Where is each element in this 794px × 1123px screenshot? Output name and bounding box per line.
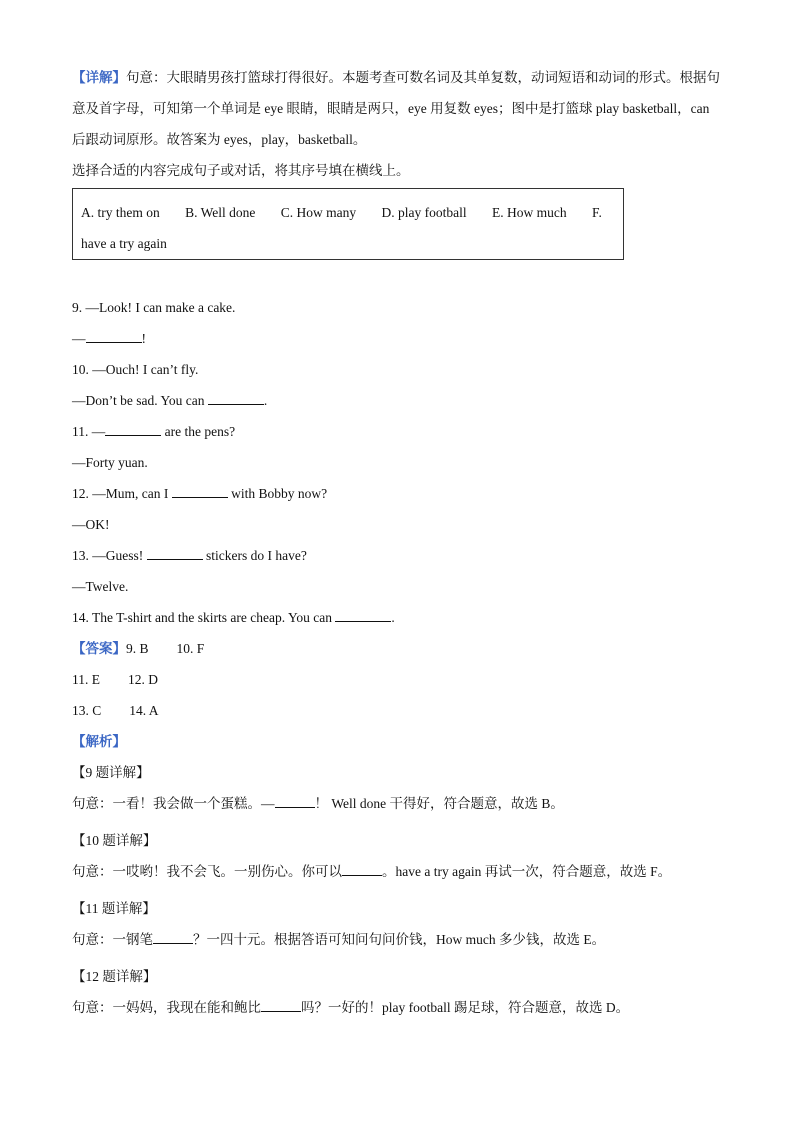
question-line: —Guess! bbox=[92, 548, 144, 563]
option-e: E. How much bbox=[492, 205, 567, 220]
option-a: A. try them on bbox=[81, 205, 160, 220]
answer-blank[interactable] bbox=[86, 330, 142, 343]
detail-9-text bbox=[72, 788, 722, 819]
answer-item: 13. C bbox=[72, 703, 102, 718]
reply-text: —Don’t be sad. You can bbox=[72, 393, 205, 408]
detail-text: ！ Well done 干得好，符合题意，故选 B。 bbox=[314, 796, 564, 811]
option-d: D. play football bbox=[381, 205, 467, 220]
detail-text: 句意：一看！我会做一个蛋糕。— bbox=[72, 796, 275, 811]
answer-blank[interactable] bbox=[147, 547, 203, 560]
detail-10-text bbox=[72, 856, 722, 887]
detail-12-head: 【12 题详解】 bbox=[72, 969, 157, 984]
question-13-reply bbox=[72, 571, 722, 602]
question-9-reply bbox=[72, 323, 722, 354]
detail-10-head: 【10 题详解】 bbox=[72, 833, 157, 848]
question-number: 14. bbox=[72, 610, 89, 625]
answer-row-1 bbox=[72, 633, 722, 664]
question-number: 11. bbox=[72, 424, 89, 439]
question-line: . bbox=[391, 610, 395, 625]
detail-text: 句意：大眼睛男孩打篮球打得很好。本题考查可数名词及其单复数，动词短语和动词的形式。根据句意及首字母，可知第一个单词是 eye 眼睛，眼睛是两只，eye 用复数 eyes；图中是打篮球 play basketball，can 后跟动词原形。故答案为 eyes，play，basketball。 bbox=[72, 70, 720, 147]
detail-text: 句意：一妈妈，我现在能和鲍比 bbox=[72, 1000, 261, 1015]
question-14 bbox=[72, 602, 722, 633]
answer-blank[interactable] bbox=[208, 392, 264, 405]
question-line: —Mum, can I bbox=[92, 486, 169, 501]
answer-row-2 bbox=[72, 664, 722, 695]
answer-blank[interactable] bbox=[172, 485, 228, 498]
detail-blank bbox=[153, 931, 193, 944]
option-c: C. How many bbox=[280, 205, 357, 220]
answer-item: 12. D bbox=[128, 672, 158, 687]
detail-9-head: 【9 题详解】 bbox=[72, 765, 150, 780]
detail-text: 句意：一钢笔 bbox=[72, 932, 153, 947]
question-line: are the pens? bbox=[164, 424, 236, 439]
question-10 bbox=[72, 354, 722, 385]
detail-blank bbox=[275, 795, 315, 808]
question-line: with Bobby now? bbox=[231, 486, 328, 501]
question-9 bbox=[72, 292, 722, 323]
document-page bbox=[72, 62, 722, 1029]
detail-text: 句意：一哎哟！我不会飞。一别伤心。你可以 bbox=[72, 864, 342, 879]
question-12 bbox=[72, 478, 722, 509]
detail-12-text bbox=[72, 992, 722, 1023]
detail-tag: 【详解】 bbox=[72, 70, 126, 85]
answer-row-3 bbox=[72, 695, 722, 726]
question-line: —Look! I can make a cake. bbox=[85, 300, 236, 315]
detail-text: ？一四十元。根据答语可知问句问价钱，How much 多少钱，故选 E。 bbox=[193, 932, 606, 947]
answer-item: 9. B bbox=[126, 641, 149, 656]
analysis-tag: 【解析】 bbox=[72, 734, 126, 749]
question-line: — bbox=[91, 424, 106, 439]
answer-item: 10. F bbox=[176, 641, 205, 656]
answer-blank[interactable] bbox=[105, 423, 161, 436]
detail-blank bbox=[261, 999, 301, 1012]
reply-text: ! bbox=[141, 331, 146, 346]
reply-text: . bbox=[263, 393, 268, 408]
question-13 bbox=[72, 540, 722, 571]
reply-text: — bbox=[72, 331, 86, 346]
detail-text: 。have a try again 再试一次，符合题意，故选 F。 bbox=[382, 864, 672, 879]
detail-11-text bbox=[72, 924, 722, 955]
question-line: —Ouch! I can’t fly. bbox=[92, 362, 199, 377]
detail-blank bbox=[342, 863, 382, 876]
option-f: F. have a try again bbox=[81, 205, 602, 251]
answer-tag: 【答案】 bbox=[72, 641, 126, 656]
answer-blank[interactable] bbox=[335, 609, 391, 622]
reply-text: —OK! bbox=[72, 517, 110, 532]
question-number: 9. bbox=[72, 300, 83, 315]
option-b: B. Well done bbox=[185, 205, 256, 220]
question-11 bbox=[72, 416, 722, 447]
question-line: stickers do I have? bbox=[206, 548, 307, 563]
instruction: 选择合适的内容完成句子或对话，将其序号填在横线上。 bbox=[72, 163, 410, 178]
question-line: The T-shirt and the skirts are cheap. You can bbox=[92, 610, 332, 625]
question-11-reply bbox=[72, 447, 722, 478]
answer-item: 14. A bbox=[129, 703, 159, 718]
question-10-reply bbox=[72, 385, 722, 416]
question-number: 10. bbox=[72, 362, 89, 377]
question-12-reply bbox=[72, 509, 722, 540]
previous-detail bbox=[72, 62, 722, 155]
detail-11-head: 【11 题详解】 bbox=[72, 901, 156, 916]
answer-item: 11. E bbox=[72, 672, 100, 687]
options-box bbox=[72, 188, 624, 260]
question-number: 12. bbox=[72, 486, 89, 501]
reply-text: —Forty yuan. bbox=[72, 455, 148, 470]
question-number: 13. bbox=[72, 548, 89, 563]
detail-text: 吗？一好的！play football 踢足球，符合题意，故选 D。 bbox=[301, 1000, 630, 1015]
reply-text: —Twelve. bbox=[72, 579, 129, 594]
